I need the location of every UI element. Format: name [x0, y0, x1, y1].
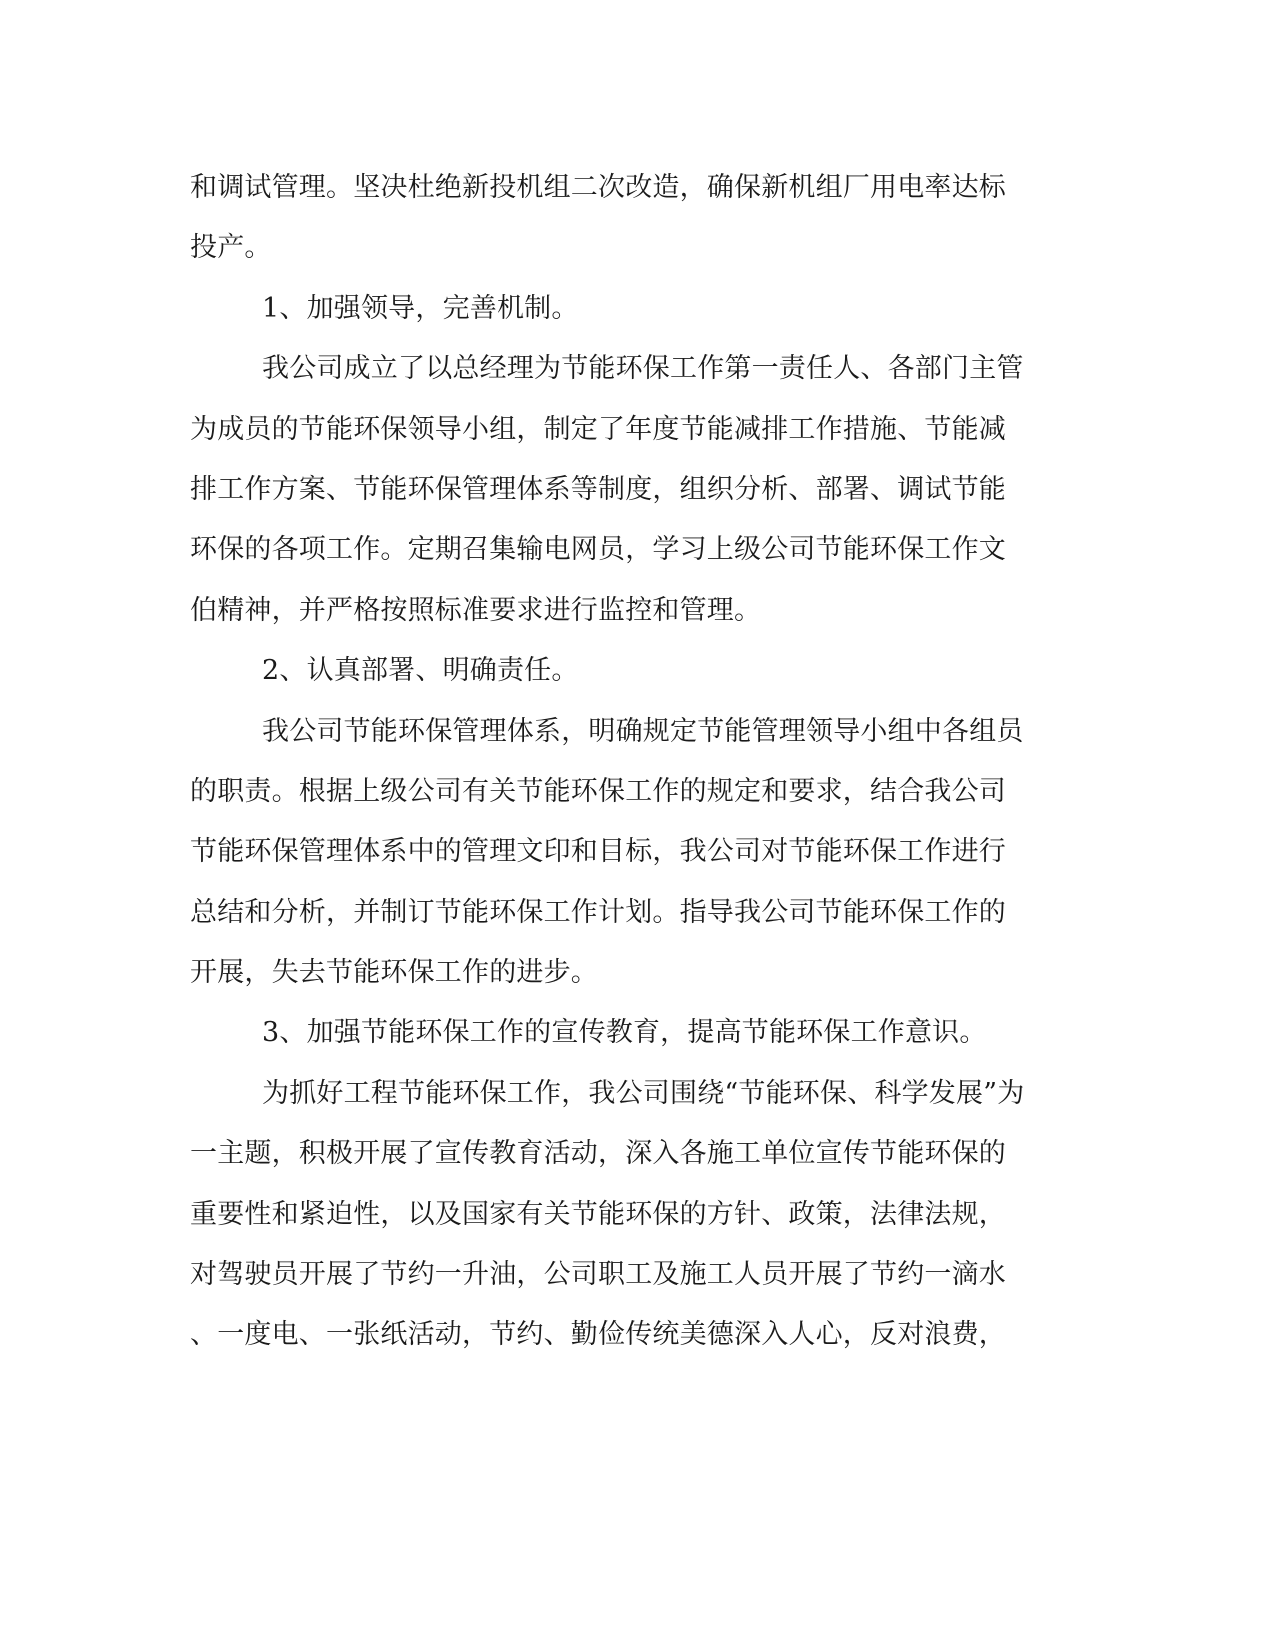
section-heading: 3、加强节能环保工作的宣传教育，提高节能环保工作意识。 [262, 1017, 987, 1049]
paragraph-first-line: 我公司节能环保管理体系，明确规定节能管理领导小组中各组员 [262, 715, 1024, 747]
text-line: 和调试管理。坚决杜绝新投机组二次改造，确保新机组厂用电率达标 [190, 172, 1006, 203]
document-body [190, 158, 1070, 1366]
text-line: 为成员的节能环保领导小组，制定了年度节能减排工作措施、节能减 [190, 413, 1006, 445]
paragraph-first-line: 为抓好工程节能环保工作，我公司围绕“节能环保、科学发展”为 [262, 1077, 1025, 1109]
text-line: 一主题，积极开展了宣传教育活动，深入各施工单位宣传节能环保的 [190, 1138, 1006, 1170]
text-line: 重要性和紧迫性，以及国家有关节能环保的方针、政策，法律法规， [190, 1198, 1006, 1230]
text-line: 总结和分析，并制订节能环保工作计划。指导我公司节能环保工作的 [190, 896, 1006, 928]
paragraph-first-line: 我公司成立了以总经理为节能环保工作第一责任人、各部门主管 [262, 353, 1024, 385]
text-line: 对驾驶员开展了节约一升油，公司职工及施工人员开展了节约一滴水 [190, 1259, 1006, 1291]
text-line: 伯精神，并严格按照标准要求进行监控和管理。 [190, 594, 762, 626]
text-line: 环保的各项工作。定期召集输电网员，学习上级公司节能环保工作文 [190, 534, 1006, 566]
section-heading: 1、加强领导，完善机制。 [262, 292, 579, 324]
text-line: 投产。 [190, 232, 272, 264]
text-line: 、一度电、一张纸活动，节约、勤俭传统美德深入人心，反对浪费， [190, 1319, 1006, 1351]
text-line: 排工作方案、节能环保管理体系等制度，组织分析、部署、调试节能 [190, 473, 1006, 505]
text-line: 的职责。根据上级公司有关节能环保工作的规定和要求，结合我公司 [190, 775, 1006, 807]
text-line: 节能环保管理体系中的管理文印和目标，我公司对节能环保工作进行 [190, 836, 1006, 868]
section-heading: 2、认真部署、明确责任。 [262, 655, 579, 687]
text-line: 开展，失去节能环保工作的进步。 [190, 957, 598, 989]
